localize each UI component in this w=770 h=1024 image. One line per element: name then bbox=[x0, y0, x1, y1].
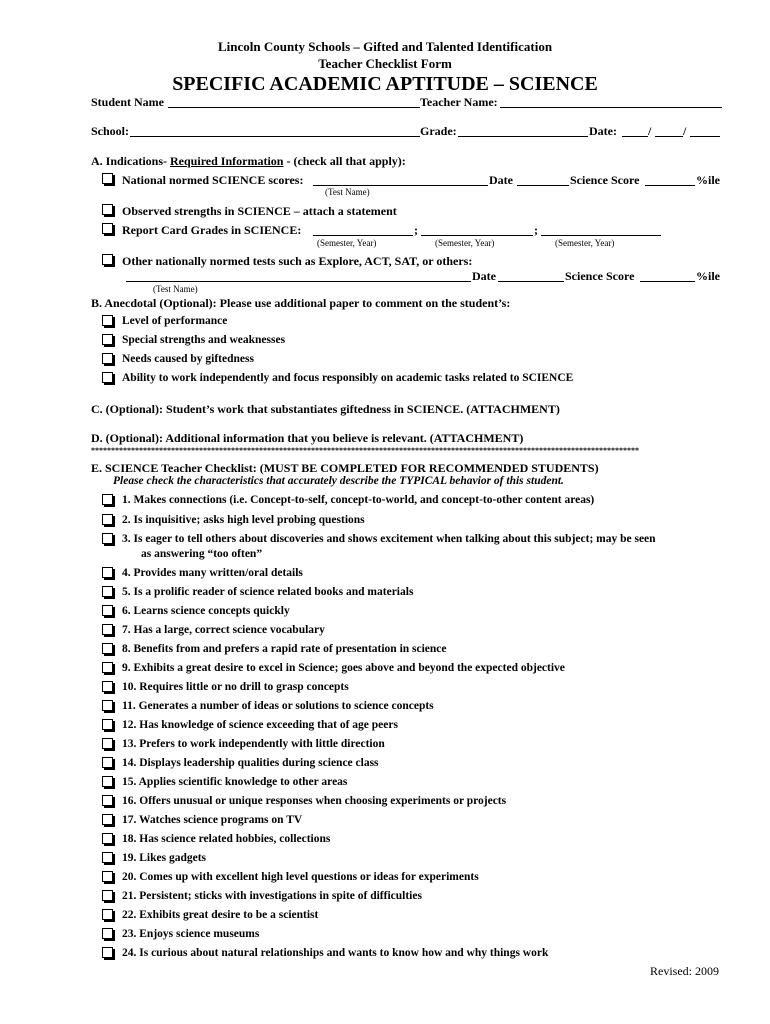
checklist-checkbox-13[interactable] bbox=[102, 738, 113, 749]
checklist-item-22: 22. Exhibits great desire to be a scientist bbox=[122, 909, 319, 921]
national-score-line[interactable] bbox=[645, 185, 695, 186]
date-day-line[interactable] bbox=[655, 136, 683, 137]
checklist-checkbox-19[interactable] bbox=[102, 852, 113, 863]
section-b-checkbox-3[interactable] bbox=[102, 353, 113, 364]
checklist-item-3: 3. Is eager to tell others about discoveries and shows excitement when talking about this subject; may be seen bbox=[122, 533, 656, 545]
checklist-checkbox-12[interactable] bbox=[102, 719, 113, 730]
checklist-checkbox-18[interactable] bbox=[102, 833, 113, 844]
section-b-checkbox-4[interactable] bbox=[102, 372, 113, 383]
section-b-heading: B. Anecdotal (Optional): Please use additional paper to comment on the student’s: bbox=[91, 296, 511, 310]
other-percentile-label: %ile bbox=[696, 269, 720, 283]
date-sep-2: / bbox=[683, 124, 687, 138]
other-tests-checkbox[interactable] bbox=[102, 254, 113, 265]
section-e-instruction: Please check the characteristics that accurately describe the TYPICAL behavior of this student. bbox=[113, 475, 564, 487]
observed-strengths-checkbox[interactable] bbox=[102, 204, 113, 215]
section-a-prefix: A. Indications- bbox=[91, 154, 171, 168]
other-date-line[interactable] bbox=[498, 281, 564, 282]
other-test-name-caption: (Test Name) bbox=[153, 284, 198, 294]
report-card-line-2[interactable] bbox=[421, 235, 533, 236]
checklist-checkbox-17[interactable] bbox=[102, 814, 113, 825]
section-a-heading bbox=[91, 154, 406, 169]
checklist-checkbox-11[interactable] bbox=[102, 700, 113, 711]
checklist-item-4: 4. Provides many written/oral details bbox=[122, 567, 303, 579]
grade-line[interactable] bbox=[458, 136, 588, 137]
checklist-checkbox-6[interactable] bbox=[102, 605, 113, 616]
checklist-checkbox-15[interactable] bbox=[102, 776, 113, 787]
section-c: C. (Optional): Student’s work that substantiates giftedness in SCIENCE. (ATTACHMENT) bbox=[91, 402, 560, 416]
checklist-item-10: 10. Requires little or no drill to grasp concepts bbox=[122, 681, 349, 693]
school-line[interactable] bbox=[130, 136, 420, 137]
national-scores-checkbox[interactable] bbox=[102, 173, 113, 184]
checklist-item-23: 23. Enjoys science museums bbox=[122, 928, 260, 940]
checklist-item-15: 15. Applies scientific knowledge to other areas bbox=[122, 776, 348, 788]
checklist-item-5: 5. Is a prolific reader of science related books and materials bbox=[122, 586, 414, 598]
checklist-checkbox-1[interactable] bbox=[102, 494, 113, 505]
checklist-item-19: 19. Likes gadgets bbox=[122, 852, 207, 864]
semester-caption-3: (Semester, Year) bbox=[555, 238, 615, 248]
checklist-checkbox-5[interactable] bbox=[102, 586, 113, 597]
other-score-line[interactable] bbox=[640, 281, 695, 282]
checklist-checkbox-23[interactable] bbox=[102, 928, 113, 939]
header-line-2: Teacher Checklist Form bbox=[318, 56, 452, 71]
header-line-1: Lincoln County Schools – Gifted and Talented Identification bbox=[217, 39, 553, 54]
checklist-item-17: 17. Watches science programs on TV bbox=[122, 814, 303, 826]
checklist-checkbox-2[interactable] bbox=[102, 514, 113, 525]
checklist-checkbox-24[interactable] bbox=[102, 947, 113, 958]
other-score-label: Science Score bbox=[565, 269, 635, 283]
national-date-label: Date bbox=[489, 173, 513, 187]
checklist-item-20: 20. Comes up with excellent high level questions or ideas for experiments bbox=[122, 871, 479, 883]
checklist-checkbox-14[interactable] bbox=[102, 757, 113, 768]
observed-strengths-label: Observed strengths in SCIENCE – attach a statement bbox=[122, 204, 397, 218]
section-b-item-4: Ability to work independently and focus responsibly on academic tasks related to SCIENCE bbox=[122, 372, 574, 384]
checklist-checkbox-9[interactable] bbox=[102, 662, 113, 673]
checklist-item-12: 12. Has knowledge of science exceeding that of age peers bbox=[122, 719, 398, 731]
section-b-item-1: Level of performance bbox=[122, 315, 228, 327]
checklist-item-24: 24. Is curious about natural relationships and wants to know how and why things work bbox=[122, 947, 549, 959]
report-card-line-3[interactable] bbox=[541, 235, 661, 236]
other-tests-label: Other nationally normed tests such as Explore, ACT, SAT, or others: bbox=[122, 254, 473, 268]
national-score-label: Science Score bbox=[570, 173, 640, 187]
teacher-name-label: Teacher Name: bbox=[420, 95, 498, 109]
checklist-item-3-continued: as answering “too often” bbox=[141, 548, 263, 560]
school-label: School: bbox=[91, 124, 130, 138]
checklist-item-18: 18. Has science related hobbies, collections bbox=[122, 833, 331, 845]
section-b-checkbox-2[interactable] bbox=[102, 334, 113, 345]
section-a-required: Required Information bbox=[170, 154, 284, 168]
section-b-item-2: Special strengths and weaknesses bbox=[122, 334, 286, 346]
semester-caption-2: (Semester, Year) bbox=[435, 238, 495, 248]
national-date-line[interactable] bbox=[517, 185, 569, 186]
report-card-label: Report Card Grades in SCIENCE: bbox=[122, 223, 302, 237]
section-a-suffix: - (check all that apply): bbox=[283, 154, 406, 168]
section-b-checkbox-1[interactable] bbox=[102, 315, 113, 326]
teacher-name-line[interactable] bbox=[500, 107, 722, 108]
checklist-checkbox-20[interactable] bbox=[102, 871, 113, 882]
national-test-line[interactable] bbox=[313, 185, 488, 186]
national-percentile-label: %ile bbox=[696, 173, 720, 187]
checklist-item-9: 9. Exhibits a great desire to excel in Science; goes above and beyond the expected objective bbox=[122, 662, 565, 674]
checklist-checkbox-8[interactable] bbox=[102, 643, 113, 654]
date-month-line[interactable] bbox=[622, 136, 648, 137]
section-d: D. (Optional): Additional information that you believe is relevant. (ATTACHMENT) bbox=[91, 431, 524, 445]
report-card-checkbox[interactable] bbox=[102, 223, 113, 234]
checklist-checkbox-3[interactable] bbox=[102, 533, 113, 544]
grade-label: Grade: bbox=[420, 124, 457, 138]
report-card-sep-1: ; bbox=[414, 223, 418, 237]
national-scores-label: National normed SCIENCE scores: bbox=[122, 173, 304, 187]
checklist-item-6: 6. Learns science concepts quickly bbox=[122, 605, 290, 617]
student-name-label: Student Name bbox=[91, 95, 165, 109]
checklist-item-11: 11. Generates a number of ideas or solutions to science concepts bbox=[122, 700, 434, 712]
other-date-label: Date bbox=[472, 269, 496, 283]
report-card-sep-2: ; bbox=[534, 223, 538, 237]
checklist-item-7: 7. Has a large, correct science vocabulary bbox=[122, 624, 325, 636]
student-name-line[interactable] bbox=[168, 107, 420, 108]
date-year-line[interactable] bbox=[690, 136, 720, 137]
checklist-checkbox-7[interactable] bbox=[102, 624, 113, 635]
checklist-checkbox-21[interactable] bbox=[102, 890, 113, 901]
date-sep-1: / bbox=[648, 124, 652, 138]
other-test-name-line[interactable] bbox=[126, 281, 471, 282]
checklist-item-2: 2. Is inquisitive; asks high level probing questions bbox=[122, 514, 365, 526]
section-e-heading: E. SCIENCE Teacher Checklist: (MUST BE COMPLETED FOR RECOMMENDED STUDENTS) bbox=[91, 461, 599, 475]
section-b-item-3: Needs caused by giftedness bbox=[122, 353, 254, 365]
national-test-name-caption: (Test Name) bbox=[325, 187, 370, 197]
checklist-item-21: 21. Persistent; sticks with investigations in spite of difficulties bbox=[122, 890, 422, 902]
checklist-item-8: 8. Benefits from and prefers a rapid rate of presentation in science bbox=[122, 643, 447, 655]
checklist-item-1: 1. Makes connections (i.e. Concept-to-self, concept-to-world, and concept-to-other content areas) bbox=[122, 494, 595, 506]
checklist-checkbox-22[interactable] bbox=[102, 909, 113, 920]
report-card-line-1[interactable] bbox=[313, 235, 413, 236]
checklist-checkbox-16[interactable] bbox=[102, 795, 113, 806]
checklist-checkbox-4[interactable] bbox=[102, 567, 113, 578]
checklist-checkbox-10[interactable] bbox=[102, 681, 113, 692]
revised-date: Revised: 2009 bbox=[650, 964, 719, 978]
checklist-item-14: 14. Displays leadership qualities during science class bbox=[122, 757, 379, 769]
date-label: Date: bbox=[589, 124, 617, 138]
checklist-item-16: 16. Offers unusual or unique responses when choosing experiments or projects bbox=[122, 795, 507, 807]
checklist-item-13: 13. Prefers to work independently with little direction bbox=[122, 738, 385, 750]
form-title: SPECIFIC ACADEMIC APTITUDE – SCIENCE bbox=[172, 73, 598, 95]
semester-caption-1: (Semester, Year) bbox=[317, 238, 377, 248]
star-divider: ***************************************************************************************************************************************** bbox=[91, 446, 639, 455]
